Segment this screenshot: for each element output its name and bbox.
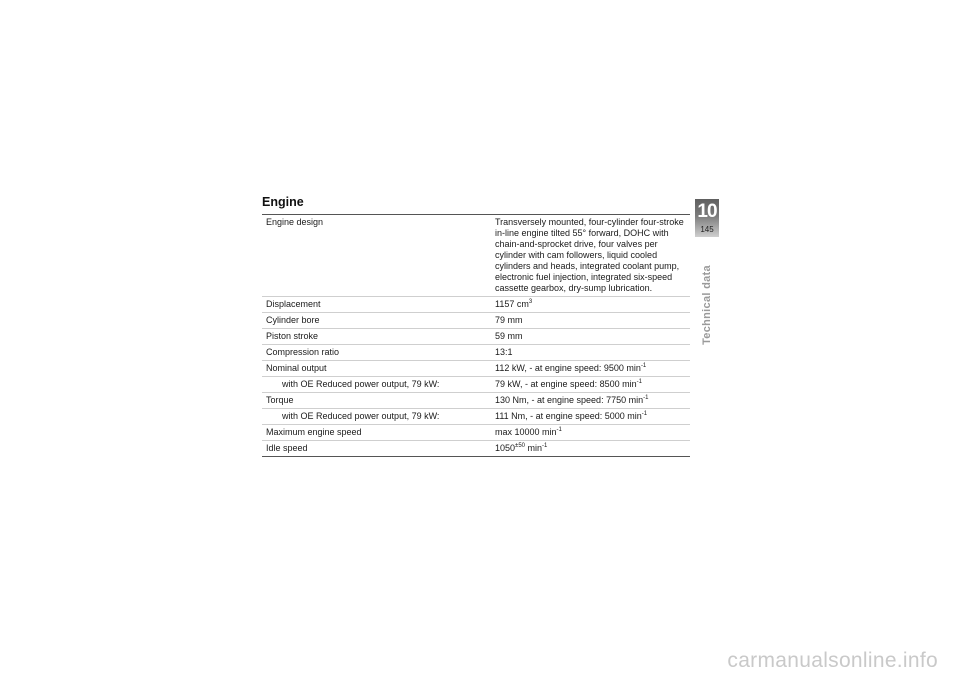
spec-label: Engine design — [262, 215, 491, 297]
table-row — [262, 377, 690, 393]
table-row — [262, 361, 690, 377]
spec-label: Torque — [262, 393, 491, 409]
spec-label: Cylinder bore — [262, 313, 491, 329]
spec-label: Piston stroke — [262, 329, 491, 345]
spec-label: Idle speed — [262, 441, 491, 457]
chapter-number: 10 — [697, 201, 717, 222]
spec-label: Maximum engine speed — [262, 425, 491, 441]
watermark: carmanualsonline.info — [727, 649, 938, 672]
spec-value: 59 mm — [491, 329, 690, 345]
chapter-title: Technical data — [701, 265, 713, 345]
spec-label: Nominal output — [262, 361, 491, 377]
section-title: Engine — [262, 195, 304, 209]
page-number: 145 — [700, 225, 714, 234]
chapter-tab — [695, 199, 719, 237]
spec-label: with OE Reduced power output, 79 kW: — [262, 409, 491, 425]
spec-value: $1050^{\pm 50}$ $\min^{-1}$ — [491, 441, 690, 457]
table-row — [262, 409, 690, 425]
spec-value: 13:1 — [491, 345, 690, 361]
table-row — [262, 313, 690, 329]
table-row — [262, 441, 690, 457]
spec-label: Compression ratio — [262, 345, 491, 361]
engine-spec-table — [262, 214, 690, 457]
table-row — [262, 215, 690, 297]
spec-label: Displacement — [262, 297, 491, 313]
spec-value: 112 kW, - at engine speed: 9500 $\min^{-1}$ — [491, 361, 690, 377]
table-row — [262, 345, 690, 361]
spec-value: 1157 $cm^3$ — [491, 297, 690, 313]
spec-value: Transversely mounted, four-cylinder four-stroke in-line engine tilted 55° forward, DOHC with chain-and-sprocket drive, four valves per cylinder with cam followers, liquid cooled cylinders and heads, integrated coolant pump, electronic fuel injection, integrated six-speed cassette gearbox, dry-sump lubrication. — [491, 215, 690, 297]
spec-value: 111 Nm, - at engine speed: 5000 $\min^{-1}$ — [491, 409, 690, 425]
table-row — [262, 393, 690, 409]
table-row — [262, 425, 690, 441]
spec-value: 130 Nm, - at engine speed: 7750 $\min^{-1}$ — [491, 393, 690, 409]
spec-value: max 10000 $\min^{-1}$ — [491, 425, 690, 441]
spec-label: with OE Reduced power output, 79 kW: — [262, 377, 491, 393]
spec-value: 79 mm — [491, 313, 690, 329]
spec-value: 79 kW, - at engine speed: 8500 $\min^{-1}$ — [491, 377, 690, 393]
table-row — [262, 329, 690, 345]
table-row — [262, 297, 690, 313]
